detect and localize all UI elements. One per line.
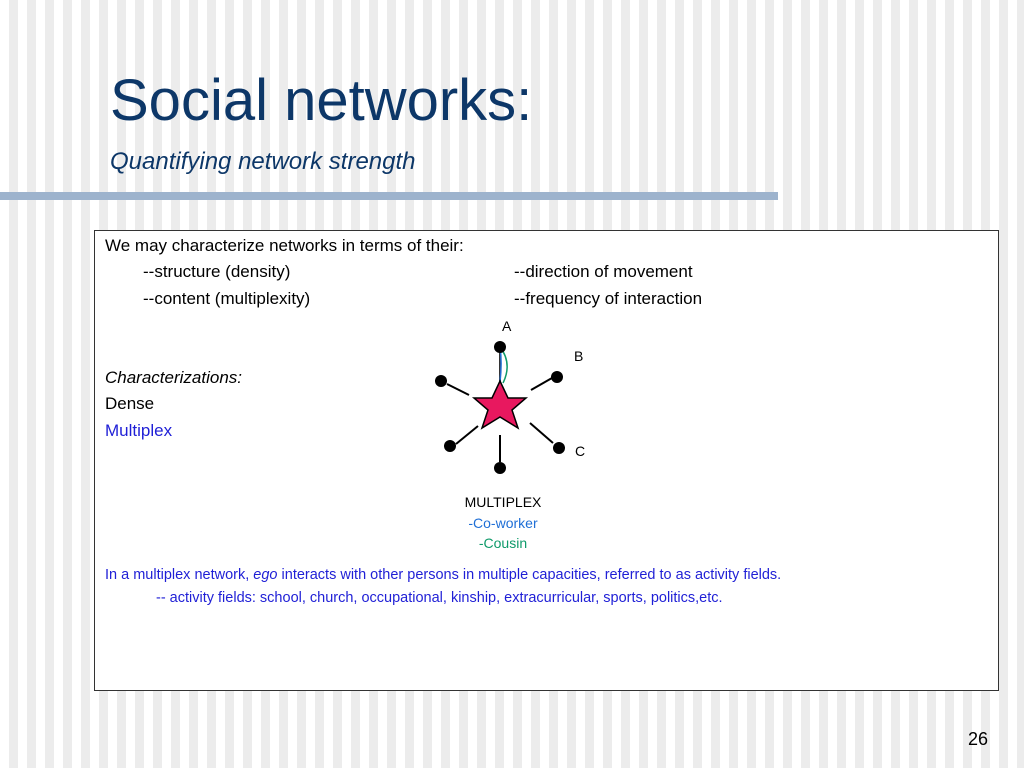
ego-star-icon <box>474 381 526 428</box>
node-b <box>551 371 563 383</box>
multiplex-label: Multiplex <box>105 421 173 440</box>
characterizations-label: Characterizations: <box>105 368 243 387</box>
slide-title: Social networks: <box>110 68 533 133</box>
content-item: --content (multiplexity) <box>143 289 311 308</box>
tie-left-lower <box>456 426 478 444</box>
slide-subtitle: Quantifying network strength <box>110 148 416 175</box>
tie-c <box>530 423 553 443</box>
node-c <box>553 442 565 454</box>
node-a <box>494 341 506 353</box>
diagram-caption: MULTIPLEX <box>464 494 542 510</box>
intro-text: We may characterize networks in terms of their: <box>105 236 464 255</box>
multiplex-note-start: In a multiplex network, <box>105 567 254 583</box>
legend-cousin: -Cousin <box>478 535 528 551</box>
dense-label: Dense <box>105 394 155 413</box>
multiplex-note-end: interacts with other persons in multiple capacities, referred to as activity fields. <box>277 567 782 583</box>
multiplex-note-ego: ego <box>253 567 278 583</box>
title-divider <box>0 192 778 200</box>
node-bottom <box>494 462 506 474</box>
activity-fields-note: -- activity fields: school, church, occupational, kinship, extracurricular, sports, politics,etc. <box>156 590 723 606</box>
node-left-lower <box>444 440 456 452</box>
page-number: 26 <box>967 729 988 749</box>
multiplex-note <box>105 567 781 583</box>
frequency-item: --frequency of interaction <box>514 289 703 308</box>
direction-item: --direction of movement <box>514 262 693 281</box>
node-label-b: B <box>574 348 584 364</box>
content-box <box>94 230 999 691</box>
tie-b <box>531 378 552 390</box>
node-label-a: A <box>502 318 512 334</box>
tie-left-upper <box>447 384 469 395</box>
node-left-upper <box>435 375 447 387</box>
legend-coworker: -Co-worker <box>468 515 538 531</box>
network-diagram <box>95 231 998 561</box>
node-label-c: C <box>575 443 586 459</box>
structure-item: --structure (density) <box>143 262 291 281</box>
